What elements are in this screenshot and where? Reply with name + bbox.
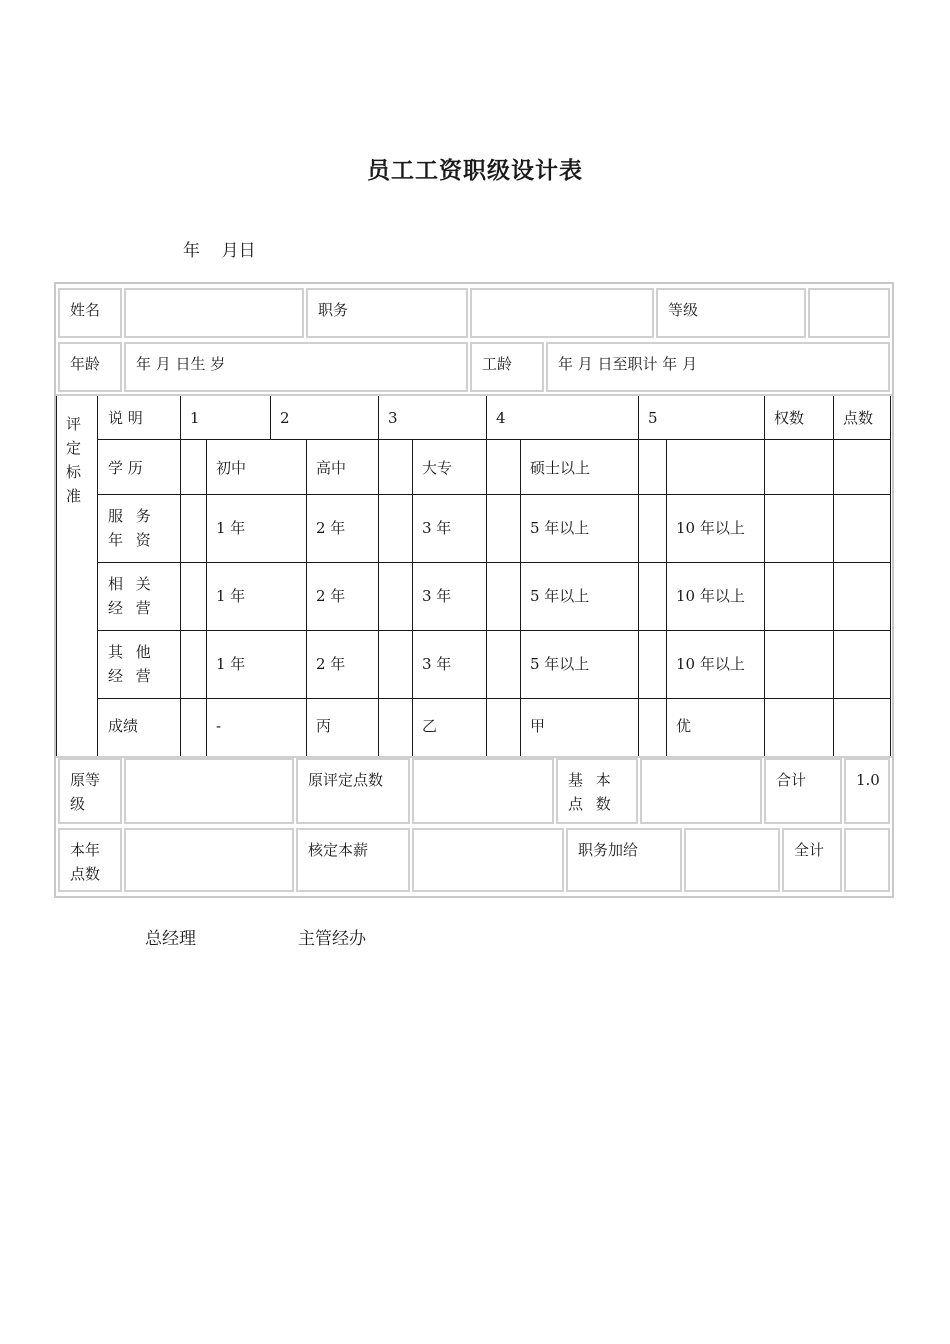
- side-char: 定: [66, 439, 82, 457]
- row-label-related-experience: 相 关 经 营: [108, 575, 155, 617]
- table-cell: 大专: [422, 459, 453, 477]
- position-label: 职务: [306, 288, 468, 338]
- position-bonus-field[interactable]: [684, 828, 780, 892]
- orig-points-label: 原评定点数: [296, 758, 410, 824]
- table-cell: 1 年: [216, 655, 246, 673]
- col-header-points: 点数: [843, 409, 874, 427]
- approved-salary-field[interactable]: [412, 828, 564, 892]
- table-cell: 2 年: [316, 587, 346, 605]
- col-header-5: 5: [648, 409, 658, 427]
- year-points-label: 本年点数: [58, 828, 122, 892]
- orig-grade-label: 原等级: [58, 758, 122, 824]
- row-label-service-years: 服 务 年 资: [108, 507, 155, 549]
- supervisor-signature-label: 主管经办: [298, 929, 366, 949]
- table-cell: 3 年: [422, 655, 452, 673]
- col-header-desc: 说 明: [108, 409, 143, 427]
- table-cell: 优: [676, 717, 692, 735]
- date-line: 年 月日: [183, 241, 256, 261]
- table-cell: 3 年: [422, 519, 452, 537]
- side-char: 准: [66, 487, 82, 505]
- position-field[interactable]: [470, 288, 654, 338]
- grand-total-field[interactable]: [844, 828, 890, 892]
- table-cell: 2 年: [316, 519, 346, 537]
- table-cell: 5 年以上: [530, 655, 590, 673]
- table-cell: 初中: [216, 459, 247, 477]
- table-cell: 丙: [316, 717, 332, 735]
- seniority-field[interactable]: 年 月 日至职计 年 月: [546, 342, 890, 392]
- table-cell: 乙: [422, 717, 438, 735]
- criteria-side-label: [56, 404, 98, 516]
- approved-salary-label: 核定本薪: [296, 828, 410, 892]
- col-header-4: 4: [496, 409, 506, 427]
- orig-grade-field[interactable]: [124, 758, 294, 824]
- col-header-1: 1: [190, 409, 200, 427]
- side-char: 评: [66, 415, 82, 433]
- table-cell: 硕士以上: [530, 459, 591, 477]
- table-cell: 5 年以上: [530, 519, 590, 537]
- age-field[interactable]: 年 月 日生 岁: [124, 342, 468, 392]
- table-cell: -: [216, 717, 222, 735]
- position-bonus-label: 职务加给: [566, 828, 682, 892]
- table-cell: 5 年以上: [530, 587, 590, 605]
- subtotal-label: 合计: [764, 758, 842, 824]
- gm-signature-label: 总经理: [145, 929, 196, 949]
- table-cell: 1 年: [216, 587, 246, 605]
- table-cell: 甲: [530, 717, 546, 735]
- base-points-label: 基 本 点 数: [556, 758, 638, 824]
- table-cell: 10 年以上: [676, 655, 745, 673]
- row-label-performance: 成绩: [108, 717, 139, 735]
- row-label-education: 学 历: [108, 459, 143, 477]
- name-label: 姓名: [58, 288, 122, 338]
- grand-total-label: 全计: [782, 828, 842, 892]
- seniority-label: 工龄: [470, 342, 544, 392]
- table-cell: 10 年以上: [676, 519, 745, 537]
- orig-points-field[interactable]: [412, 758, 554, 824]
- table-cell: 高中: [316, 459, 347, 477]
- grade-label: 等级: [656, 288, 806, 338]
- table-cell: 2 年: [316, 655, 346, 673]
- subtotal-value[interactable]: 1.0: [844, 758, 890, 824]
- base-points-field[interactable]: [640, 758, 762, 824]
- table-cell: 3 年: [422, 587, 452, 605]
- grade-field[interactable]: [808, 288, 890, 338]
- name-field[interactable]: [124, 288, 304, 338]
- page-title: 员工工资职级设计表: [367, 157, 583, 184]
- table-cell: 1 年: [216, 519, 246, 537]
- col-header-2: 2: [280, 409, 290, 427]
- col-header-weight: 权数: [774, 409, 805, 427]
- year-points-field[interactable]: [124, 828, 294, 892]
- side-char: 标: [66, 463, 82, 481]
- col-header-3: 3: [388, 409, 398, 427]
- row-label-other-experience: 其 他 经 营: [108, 643, 155, 685]
- age-label: 年龄: [58, 342, 122, 392]
- table-cell: 10 年以上: [676, 587, 745, 605]
